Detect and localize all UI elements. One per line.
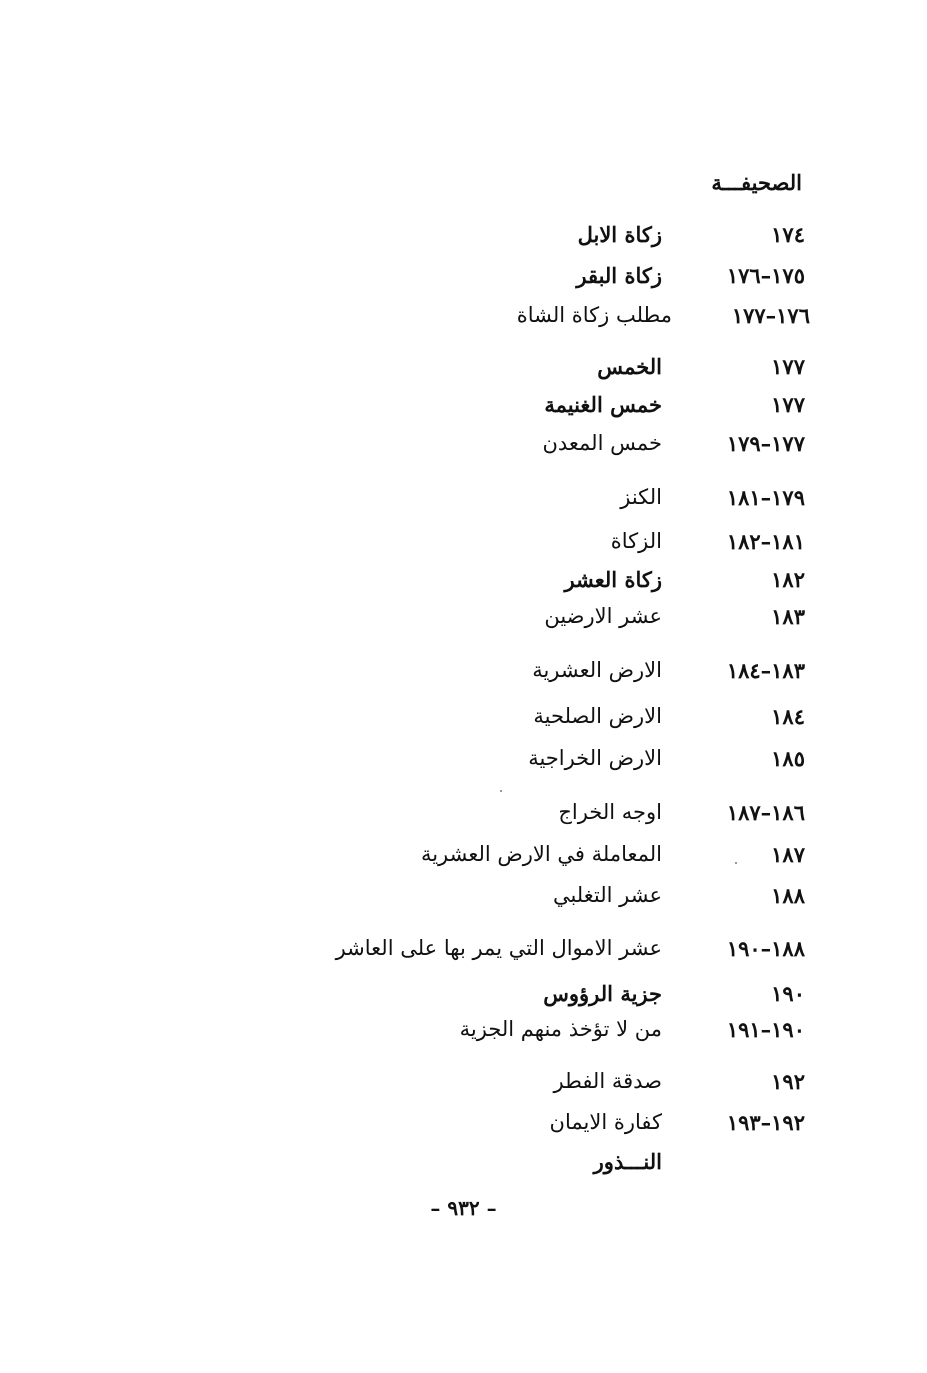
entry-title: المعاملة في الارض العشرية (420, 842, 662, 866)
toc-entry (0, 658, 927, 692)
page-range: ١٧٤ (771, 222, 805, 247)
entry-title: خمس الغنيمة (544, 392, 662, 417)
toc-entry (0, 1069, 927, 1103)
toc-entry (0, 1017, 927, 1051)
toc-entry (0, 529, 927, 563)
page-column-header: الصحيفـــة (711, 170, 802, 195)
page-range: ١٨٣ (771, 604, 805, 629)
page-range: ١٧٧ (771, 392, 805, 417)
entry-title: الخمس (597, 354, 662, 379)
page-range: ١٨٢ (771, 567, 805, 592)
page-range: ١٨٨ (771, 883, 805, 908)
scan-speck (735, 862, 737, 864)
entry-title: مطلب زكاة الشاة (516, 303, 672, 327)
page-range: ١٨٧ (771, 842, 805, 867)
toc-entry (0, 303, 927, 337)
entry-title: زكاة الابل (577, 222, 662, 247)
page-range: ١٩٢ (771, 1069, 805, 1094)
entry-title: خمس المعدن (542, 431, 662, 455)
scan-speck (500, 790, 502, 792)
page-range: ١٩٠ (771, 981, 805, 1006)
toc-entry (0, 392, 927, 426)
toc-entry (0, 1149, 927, 1183)
page-range: ١٧٧–١٧٩ (726, 431, 805, 456)
toc-entry (0, 354, 927, 388)
entry-title: الارض العشرية (532, 658, 662, 682)
page-range: ١٩٠–١٩١ (726, 1017, 805, 1042)
toc-entry (0, 746, 927, 780)
entry-title: زكاة البقر (576, 263, 662, 288)
page-range: ١٧٦–١٧٧ (731, 303, 810, 328)
page-range: ١٨٨–١٩٠ (726, 936, 805, 961)
toc-entry (0, 936, 927, 970)
entry-title: الارض الصلحية (533, 704, 662, 728)
entry-title: الارض الخراجية (528, 746, 662, 770)
page-range: ١٨١–١٨٢ (726, 529, 805, 554)
page-number: – ٩٣٢ – (430, 1196, 497, 1220)
entry-title: عشر التغلبي (552, 883, 662, 907)
entry-title: الكنز (620, 485, 662, 509)
toc-entry (0, 263, 927, 297)
toc-entry (0, 1110, 927, 1144)
toc-entry (0, 431, 927, 465)
entry-title: كفارة الايمان (549, 1110, 662, 1134)
entry-title: النـــذور (593, 1149, 662, 1174)
toc-entry (0, 981, 927, 1015)
page-range: ١٨٤ (771, 704, 805, 729)
page-range: ١٧٩–١٨١ (726, 485, 805, 510)
toc-entry (0, 485, 927, 519)
entry-title: زكاة العشر (564, 567, 662, 592)
page-range: ١٨٣–١٨٤ (726, 658, 805, 683)
toc-entry (0, 842, 927, 876)
entry-title: صدقة الفطر (553, 1069, 662, 1093)
toc-entry (0, 883, 927, 917)
entry-title: الزكاة (610, 529, 662, 553)
page-range: ١٨٥ (771, 746, 805, 771)
toc-entry (0, 604, 927, 638)
entry-title: جزية الرؤوس (543, 981, 662, 1006)
toc-entry (0, 800, 927, 834)
entry-title: عشر الاموال التي يمر بها على العاشر (335, 936, 662, 960)
page-range: ١٨٦–١٨٧ (726, 800, 805, 825)
page-range: ١٩٢–١٩٣ (726, 1110, 805, 1135)
toc-entry (0, 704, 927, 738)
entry-title: عشر الارضين (544, 604, 662, 628)
entry-title: اوجه الخراج (558, 800, 662, 824)
toc-entry (0, 222, 927, 256)
entry-title: من لا تؤخذ منهم الجزية (459, 1017, 662, 1041)
page-range: ١٧٧ (771, 354, 805, 379)
page-range: ١٧٥–١٧٦ (726, 263, 805, 288)
toc-entry (0, 567, 927, 601)
